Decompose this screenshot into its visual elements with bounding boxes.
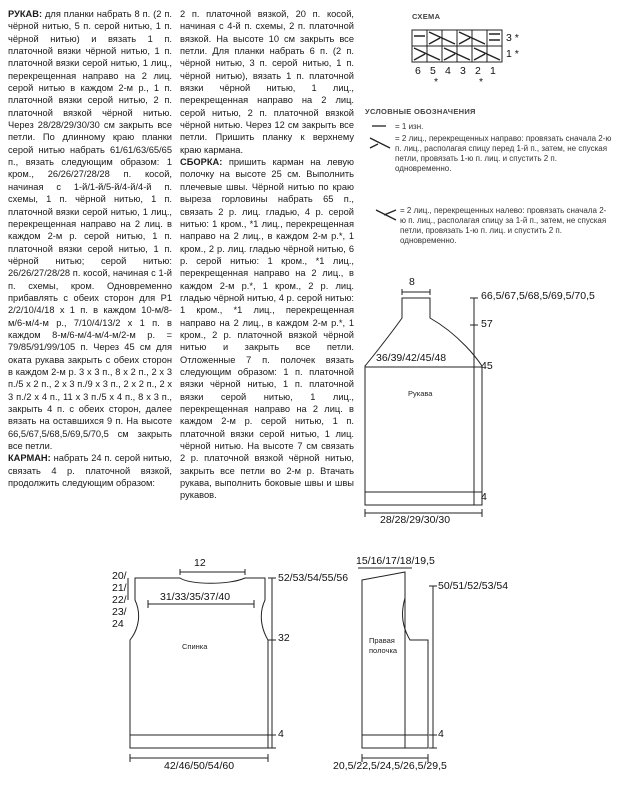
sleeve-paragraph: РУКАВ: для планки набрать 8 п. (2 п. чёрной нитью, 5 п. серой нитью, 1 п. чёрной нитью) и вязать 1 п. платочной вязки чёрной нитью, 1 п. платочной вязки серой нитью, 1 лиц., перекрещенная направо на 2 лиц. серой нитью в каждом 2-м р., 1 п. платочной вязки серой нитью, 2 п. платочной вязкой чёрной нитью. Через 28/28/29/30/30 см закрыть все петли. По длинному краю планки серой нитью набрать 61/61/63/65/65 п., вязать следующим образом: 1 кром., 26/26/27/28/28 п. косой, начиная с 1-й/1-й/5-й/4-й/4-й п. схемы, 1 п. чёрной нитью, 1 п. платочной вязки серой нитью, 1 лиц., перекрещенная направо на 2 лиц. в каждом 2-м р. серой нитью, 1 п. платочной вязки серой нитью, 1 п. чёрной нитью; серой нитью: 26/26/27/28/28 п. косой, начиная с 1-й п. схемы, кром. Одновременно прибавлять с обеих сторон для Р1 2/2/10/4/18 х 1 п. в каждом 10-м/8-м/6-м/4-м р., 7/10/4/13/2 х 1 п. в каждом 8-м/6-м/4-м/4-м/2-м р. = 79/85/91/99/105 п. Через 45 см для оката рукава закрыть с обеих сторон в каждом 2-м р. 3 х 3 п., 8 х 2 п., 2 х 3 п./5 х 2 п., 2 х 3 п./9 х 3 п., 2 х 2 п., 2 х 3 п./2 х 4 п., 11 х 3 п./5 х 4 п., 8 х 3 п., закрыть 4 п. с обеих сторон, далее вязать на оставшихся 9 п. На высоте 66,5/67,5/68,5/69,5/70,5 см закрыть все петли. bbox=[8, 9, 172, 452]
back-band: 4 bbox=[278, 728, 284, 740]
chart-row-label-3: 3 * bbox=[506, 32, 519, 44]
sleeve-start-height: 45 bbox=[481, 360, 493, 372]
pocket-continued-paragraph: 2 п. платочной вязкой, 20 п. косой, начиная с 4-й п. схемы, 2 п. платочной вязкой. На высоте 10 см закрыть все петли. Для планки набрать 6 п. (2 п. чёрной нитью, 3 п. серой нитью, 1 п. чёрной нитью), вязать 1 п. платочной вязки чёрной нитью, 1 лиц., перекрещенная направо на 2 лиц. серой нитью, 2 п. платочной вязкой чёрной нитью. Через 12 см закрыть все петли. Пришить планку к верхнему краю кармана. bbox=[180, 9, 354, 155]
front-top-width: 15/16/17/18/19,5 bbox=[356, 555, 435, 567]
front-name: Правая полочка bbox=[369, 636, 398, 655]
chart-col-label: 2 bbox=[475, 65, 481, 77]
legend-title: УСЛОВНЫЕ ОБОЗНАЧЕНИЯ bbox=[365, 107, 476, 116]
sleeve-width: 36/39/42/45/48 bbox=[376, 352, 447, 364]
knitting-chart bbox=[412, 30, 502, 62]
chart-col-label: 1 bbox=[490, 65, 496, 77]
front-schematic bbox=[358, 568, 437, 762]
front-total-height: 50/51/52/53/54 bbox=[438, 580, 509, 592]
assembly-paragraph: СБОРКА: пришить карман на левую полочку на высоте 25 см. Выполнить плечевые швы. Чёрной нитью по краю выреза горловины набрать 65 п., связать 2 р. лиц. гладью, 4 р. серой нитью: 1 кром., *1 лиц., перекрещенная направо на 2 лиц., в каждом 2-м р.*, 1 кром., 2 р. лиц. гладью чёрной нитью, 6 р. серой нитью: 1 кром., *1 лиц., перекрещенная направо на 2 лиц., в каждом 2-м р.*, 1 кром., 2 р. лиц. гладью чёрной нитью, 4 р. серой нитью: 1 кром., *1 лиц., перекрещенная направо на 2 лиц., в каждом 2-м р.*, 1 кром., 2 р. платочной вязкой чёрной нитью и закрыть все петли. Отложенные 7 п. полочек вязать следующим образом: 1 п. платочной вязки чёрной нитью, 1 п. платочной вязки серой нитью, 1 лиц., перекрещенная направо на 2 лиц. в каждом 2-м р. серой нитью, 1 п. платочной вязки серой нитью, 1 лиц. чёрной нитью. На высоте 7 см связать 2 р. платочной вязкой чёрной нитью, закрыть все петли во 2-м р. Втачать рукава, выполнить боковые швы и швы рукавов. bbox=[180, 157, 354, 501]
pocket-paragraph: КАРМАН: набрать 24 п. серой нитью, связать 4 р. платочной вязкой, продолжить следующим образом: bbox=[8, 453, 172, 489]
chart-col-label: 3 bbox=[460, 65, 466, 77]
chart-col-label: 5 bbox=[430, 65, 436, 77]
front-band: 4 bbox=[438, 728, 444, 740]
legend-symbols bbox=[370, 126, 396, 220]
front-bottom-width: 20,5/22,5/24,5/26,5/29,5 bbox=[333, 760, 447, 772]
back-total-height: 52/53/54/55/56 bbox=[278, 572, 349, 584]
back-bottom-width: 42/46/50/54/60 bbox=[164, 760, 235, 772]
chart-star: * bbox=[479, 76, 484, 88]
back-shoulder-width: 31/33/35/37/40 bbox=[160, 591, 231, 603]
sleeve-cap-height: 57 bbox=[481, 318, 493, 330]
chart-star: * bbox=[434, 76, 439, 88]
sleeve-total-height: 66,5/67,5/68,5/69,5/70,5 bbox=[481, 290, 595, 302]
schema-title: СХЕМА bbox=[412, 12, 441, 21]
sleeve-name: Рукава bbox=[408, 389, 433, 398]
back-name: Спинка bbox=[182, 642, 208, 651]
legend-cross-left: = 2 лиц., перекрещенных налево: провязать сначала 2-ю п. лиц., располагая спицу за 1-й п., затем, не спуская петли, провязать 1-ю п. лиц. и спустить 2 п. одновременно. bbox=[400, 206, 607, 245]
back-neck-width: 12 bbox=[194, 557, 206, 569]
sleeve-top-width: 8 bbox=[409, 276, 415, 288]
back-armhole-height: 32 bbox=[278, 632, 290, 644]
chart-col-label: 6 bbox=[415, 65, 421, 77]
legend-purl: = 1 изн. bbox=[395, 122, 424, 131]
legend-cross-right: = 2 лиц., перекрещенных направо: провязать сначала 2-ю п. лиц., располагая спицу перед 1-й п., затем, не спуская петли, провязать 1-ю п. лиц. и спустить 2 п. одновременно. bbox=[395, 134, 612, 173]
back-shoulder-height: 20/ 21/ 22/ 23/ 24 bbox=[112, 570, 127, 630]
sleeve-band: 4 bbox=[481, 491, 487, 503]
sleeve-schematic bbox=[365, 289, 482, 517]
chart-col-label: 4 bbox=[445, 65, 451, 77]
chart-row-label-1: 1 * bbox=[506, 48, 519, 60]
sleeve-bottom-width: 28/28/29/30/30 bbox=[380, 514, 451, 526]
